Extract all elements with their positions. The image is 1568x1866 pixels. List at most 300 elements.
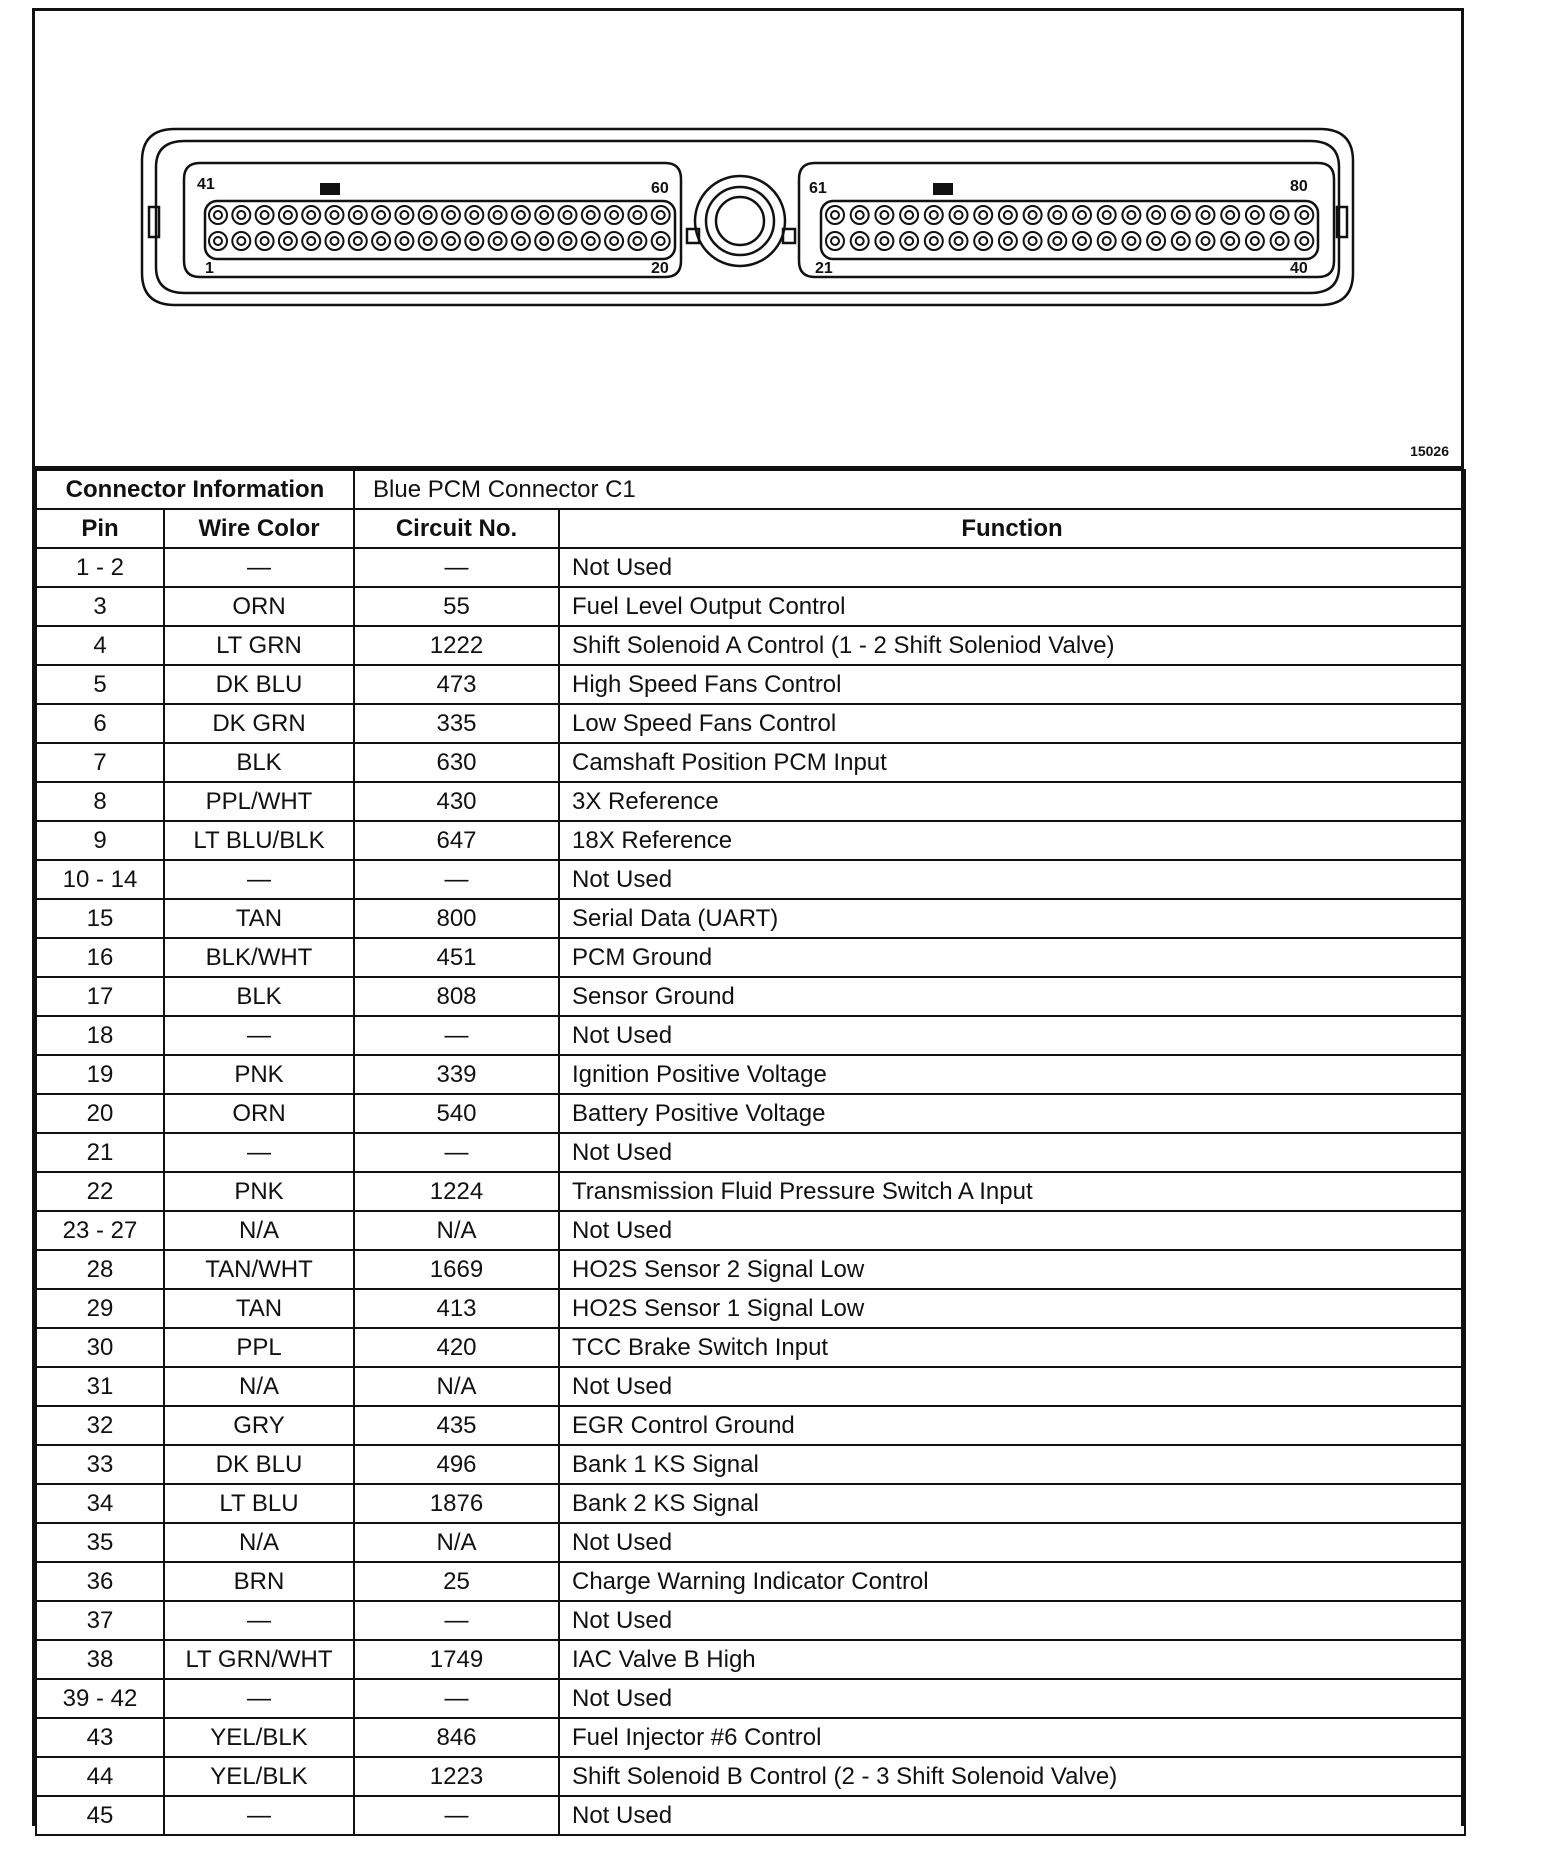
function-cell: IAC Valve B High — [559, 1640, 1465, 1679]
wire-color-cell: DK BLU — [164, 665, 354, 704]
table-row — [36, 1055, 1465, 1094]
wire-color-cell: — — [164, 1796, 354, 1835]
pin-contact — [856, 211, 864, 219]
circuit-cell: 473 — [354, 665, 559, 704]
pin-contact — [400, 237, 408, 245]
pin-cell: 19 — [36, 1055, 164, 1094]
pin-socket — [652, 206, 670, 224]
pin-socket — [1172, 206, 1190, 224]
wire-color-cell: BRN — [164, 1562, 354, 1601]
pin-cell: 17 — [36, 977, 164, 1016]
pin-socket — [925, 232, 943, 250]
pin-socket — [826, 232, 844, 250]
circuit-cell: 25 — [354, 1562, 559, 1601]
pin-socket — [605, 206, 623, 224]
function-cell: Bank 1 KS Signal — [559, 1445, 1465, 1484]
wire-color-cell: BLK/WHT — [164, 938, 354, 977]
pin-socket — [302, 206, 320, 224]
table-row — [36, 1016, 1465, 1055]
circuit-cell: 647 — [354, 821, 559, 860]
pin-contact — [1177, 211, 1185, 219]
function-cell: Low Speed Fans Control — [559, 704, 1465, 743]
pin-contact — [856, 237, 864, 245]
pin-socket — [1221, 206, 1239, 224]
pin-cell: 3 — [36, 587, 164, 626]
pin-socket — [326, 232, 344, 250]
left-polarity-tab — [320, 183, 340, 195]
pin-contact — [1103, 211, 1111, 219]
function-cell: Not Used — [559, 1679, 1465, 1718]
right-polarity-tab — [933, 183, 953, 195]
pin-socket — [900, 206, 918, 224]
pin-contact — [564, 237, 572, 245]
wire-color-cell: BLK — [164, 977, 354, 1016]
function-cell: Not Used — [559, 1133, 1465, 1172]
pin-contact — [1127, 211, 1135, 219]
pin-socket — [999, 232, 1017, 250]
pin-contact — [377, 237, 385, 245]
table-row — [36, 1172, 1465, 1211]
pin-cell: 20 — [36, 1094, 164, 1133]
circuit-cell: — — [354, 860, 559, 899]
pin-socket — [1073, 206, 1091, 224]
table-row — [36, 1796, 1465, 1835]
pin-socket — [1024, 206, 1042, 224]
pin-contact — [494, 211, 502, 219]
function-cell: Camshaft Position PCM Input — [559, 743, 1465, 782]
table-row — [36, 899, 1465, 938]
function-cell: Not Used — [559, 548, 1465, 587]
pin-socket — [395, 232, 413, 250]
wire-color-cell: — — [164, 1679, 354, 1718]
wire-color-cell: LT BLU — [164, 1484, 354, 1523]
pin-socket — [326, 206, 344, 224]
connector-figure — [35, 11, 1461, 469]
pin-socket — [372, 206, 390, 224]
table-row — [36, 1367, 1465, 1406]
pin-cell: 4 — [36, 626, 164, 665]
pin-socket — [875, 232, 893, 250]
pin-socket — [209, 232, 227, 250]
circuit-cell: 451 — [354, 938, 559, 977]
table-row — [36, 1679, 1465, 1718]
pin-cell: 9 — [36, 821, 164, 860]
pin-socket — [900, 232, 918, 250]
function-cell: Fuel Level Output Control — [559, 587, 1465, 626]
circuit-cell: — — [354, 1601, 559, 1640]
pin-contact — [905, 211, 913, 219]
pin-socket — [1246, 206, 1264, 224]
connector-info-value: Blue PCM Connector C1 — [354, 470, 1465, 509]
circuit-cell: 335 — [354, 704, 559, 743]
pin-cell: 44 — [36, 1757, 164, 1796]
pin-cell: 8 — [36, 782, 164, 821]
circuit-cell: 1876 — [354, 1484, 559, 1523]
pin-contact — [1152, 211, 1160, 219]
function-cell: Charge Warning Indicator Control — [559, 1562, 1465, 1601]
table-body — [36, 548, 1465, 1835]
pin-socket — [395, 206, 413, 224]
pin-contact — [1103, 237, 1111, 245]
pin-label-1: 1 — [205, 260, 214, 277]
right-pin-cavity — [821, 201, 1318, 259]
circuit-cell: — — [354, 1016, 559, 1055]
wire-color-cell: — — [164, 1601, 354, 1640]
pin-contact — [1177, 237, 1185, 245]
pin-contact — [447, 237, 455, 245]
circuit-cell: 540 — [354, 1094, 559, 1133]
pin-contact — [1276, 237, 1284, 245]
pin-contact — [447, 211, 455, 219]
circuit-cell: 1222 — [354, 626, 559, 665]
pin-socket — [535, 232, 553, 250]
table-row — [36, 1289, 1465, 1328]
function-cell: Ignition Positive Voltage — [559, 1055, 1465, 1094]
function-cell: Shift Solenoid A Control (1 - 2 Shift Soleniod Valve) — [559, 626, 1465, 665]
wire-color-cell: YEL/BLK — [164, 1757, 354, 1796]
pin-label-80: 80 — [1290, 178, 1308, 195]
pin-socket — [1147, 206, 1165, 224]
left-latch — [149, 207, 159, 237]
pin-socket — [974, 232, 992, 250]
column-header-function: Function — [559, 509, 1465, 548]
pin-socket — [559, 232, 577, 250]
pin-contact — [284, 237, 292, 245]
pin-cell: 29 — [36, 1289, 164, 1328]
pin-contact — [633, 237, 641, 245]
pin-contact — [331, 237, 339, 245]
wire-color-cell: N/A — [164, 1367, 354, 1406]
pin-contact — [610, 211, 618, 219]
pin-contact — [424, 211, 432, 219]
wire-color-cell: N/A — [164, 1211, 354, 1250]
pin-contact — [979, 211, 987, 219]
pin-contact — [633, 211, 641, 219]
wire-color-cell: TAN/WHT — [164, 1250, 354, 1289]
pin-contact — [880, 237, 888, 245]
table-row — [36, 977, 1465, 1016]
pin-cell: 37 — [36, 1601, 164, 1640]
pin-socket — [279, 206, 297, 224]
pin-socket — [419, 206, 437, 224]
pin-contact — [1127, 237, 1135, 245]
table-row — [36, 1406, 1465, 1445]
circuit-cell: 1223 — [354, 1757, 559, 1796]
pin-socket — [372, 232, 390, 250]
wire-color-cell: LT GRN/WHT — [164, 1640, 354, 1679]
pin-label-60: 60 — [651, 180, 669, 197]
pin-cell: 16 — [36, 938, 164, 977]
pin-cell: 33 — [36, 1445, 164, 1484]
table-row — [36, 1094, 1465, 1133]
wire-color-cell: TAN — [164, 899, 354, 938]
function-cell: Battery Positive Voltage — [559, 1094, 1465, 1133]
pin-contact — [1004, 211, 1012, 219]
pin-cell: 38 — [36, 1640, 164, 1679]
wire-color-cell: PNK — [164, 1172, 354, 1211]
function-cell: Not Used — [559, 1211, 1465, 1250]
pin-socket — [465, 206, 483, 224]
function-cell: Not Used — [559, 1367, 1465, 1406]
pin-contact — [470, 211, 478, 219]
pin-contact — [1251, 211, 1259, 219]
pin-socket — [419, 232, 437, 250]
pin-label-40: 40 — [1290, 260, 1308, 277]
table-row — [36, 821, 1465, 860]
function-cell: Bank 2 KS Signal — [559, 1484, 1465, 1523]
table-row — [36, 1601, 1465, 1640]
table-row — [36, 665, 1465, 704]
pin-contact — [1053, 211, 1061, 219]
pin-contact — [955, 211, 963, 219]
function-cell: Fuel Injector #6 Control — [559, 1718, 1465, 1757]
wire-color-cell: — — [164, 860, 354, 899]
pin-contact — [237, 211, 245, 219]
pin-socket — [1271, 206, 1289, 224]
table-row — [36, 1562, 1465, 1601]
column-header-wire-color: Wire Color — [164, 509, 354, 548]
table-row — [36, 782, 1465, 821]
pin-cell: 15 — [36, 899, 164, 938]
pin-cell: 5 — [36, 665, 164, 704]
circuit-cell: N/A — [354, 1211, 559, 1250]
pin-contact — [905, 237, 913, 245]
pin-socket — [209, 206, 227, 224]
pin-socket — [1295, 232, 1313, 250]
pin-contact — [1078, 211, 1086, 219]
connector-info-label: Connector Information — [36, 470, 354, 509]
center-bolt-ring-inner — [716, 197, 764, 245]
pin-cell: 43 — [36, 1718, 164, 1757]
circuit-cell: 846 — [354, 1718, 559, 1757]
pin-contact — [214, 211, 222, 219]
pin-contact — [1078, 237, 1086, 245]
center-bolt-outer — [695, 176, 785, 266]
pin-socket — [465, 232, 483, 250]
pin-contact — [517, 237, 525, 245]
pin-cell: 31 — [36, 1367, 164, 1406]
pin-contact — [307, 237, 315, 245]
pin-contact — [1226, 211, 1234, 219]
function-cell: Not Used — [559, 1523, 1465, 1562]
pin-socket — [1073, 232, 1091, 250]
pin-cell: 10 - 14 — [36, 860, 164, 899]
circuit-cell: 413 — [354, 1289, 559, 1328]
circuit-cell: 435 — [354, 1406, 559, 1445]
pin-socket — [256, 206, 274, 224]
pin-contact — [424, 237, 432, 245]
pin-socket — [232, 206, 250, 224]
wire-color-cell: N/A — [164, 1523, 354, 1562]
pin-socket — [349, 206, 367, 224]
pin-cell: 7 — [36, 743, 164, 782]
wire-color-cell: — — [164, 548, 354, 587]
pin-contact — [354, 237, 362, 245]
pin-contact — [1029, 237, 1037, 245]
circuit-cell: 1749 — [354, 1640, 559, 1679]
circuit-cell: 1669 — [354, 1250, 559, 1289]
connector-info-row — [36, 470, 1465, 509]
pin-socket — [1147, 232, 1165, 250]
table-header-row — [36, 509, 1465, 548]
circuit-cell: — — [354, 1679, 559, 1718]
pin-cell: 45 — [36, 1796, 164, 1835]
connector-diagram — [35, 11, 1461, 466]
pin-contact — [1029, 211, 1037, 219]
wire-color-cell: — — [164, 1016, 354, 1055]
pin-socket — [925, 206, 943, 224]
pin-contact — [610, 237, 618, 245]
document-sheet — [32, 8, 1464, 1829]
function-cell: High Speed Fans Control — [559, 665, 1465, 704]
pin-contact — [587, 237, 595, 245]
pin-socket — [1295, 206, 1313, 224]
pin-socket — [232, 232, 250, 250]
function-cell: Not Used — [559, 1016, 1465, 1055]
pin-contact — [657, 237, 665, 245]
pin-contact — [400, 211, 408, 219]
pin-contact — [1202, 211, 1210, 219]
function-cell: Sensor Ground — [559, 977, 1465, 1016]
pin-cell: 30 — [36, 1328, 164, 1367]
wire-color-cell: ORN — [164, 1094, 354, 1133]
pin-cell: 22 — [36, 1172, 164, 1211]
pin-contact — [214, 237, 222, 245]
pin-contact — [1226, 237, 1234, 245]
circuit-cell: 800 — [354, 899, 559, 938]
pin-cell: 34 — [36, 1484, 164, 1523]
pin-socket — [535, 206, 553, 224]
wire-color-cell: DK GRN — [164, 704, 354, 743]
pin-contact — [564, 211, 572, 219]
pin-cell: 1 - 2 — [36, 548, 164, 587]
pin-contact — [955, 237, 963, 245]
wire-color-cell: YEL/BLK — [164, 1718, 354, 1757]
pin-socket — [1024, 232, 1042, 250]
pin-socket — [512, 206, 530, 224]
pin-cell: 35 — [36, 1523, 164, 1562]
pin-contact — [331, 211, 339, 219]
table-row — [36, 1445, 1465, 1484]
pin-contact — [1276, 211, 1284, 219]
pin-socket — [349, 232, 367, 250]
wire-color-cell: BLK — [164, 743, 354, 782]
pin-label-41: 41 — [197, 176, 215, 193]
pin-socket — [1221, 232, 1239, 250]
pin-socket — [999, 206, 1017, 224]
pin-contact — [657, 211, 665, 219]
function-cell: EGR Control Ground — [559, 1406, 1465, 1445]
pin-socket — [512, 232, 530, 250]
pin-contact — [517, 211, 525, 219]
table-row — [36, 548, 1465, 587]
pin-socket — [875, 206, 893, 224]
pin-contact — [1251, 237, 1259, 245]
pin-contact — [354, 211, 362, 219]
pin-socket — [652, 232, 670, 250]
pin-socket — [950, 232, 968, 250]
pin-socket — [974, 206, 992, 224]
wire-color-cell: PNK — [164, 1055, 354, 1094]
pin-socket — [851, 206, 869, 224]
circuit-cell: 1224 — [354, 1172, 559, 1211]
pin-contact — [880, 211, 888, 219]
pin-socket — [605, 232, 623, 250]
pinout-table — [35, 469, 1466, 1836]
function-cell: TCC Brake Switch Input — [559, 1328, 1465, 1367]
pin-contact — [1202, 237, 1210, 245]
table-row — [36, 1328, 1465, 1367]
circuit-cell: 808 — [354, 977, 559, 1016]
pin-contact — [1004, 237, 1012, 245]
pin-contact — [1300, 237, 1308, 245]
table-row — [36, 704, 1465, 743]
left-pin-cavity — [205, 201, 675, 259]
function-cell: 3X Reference — [559, 782, 1465, 821]
pin-contact — [540, 211, 548, 219]
circuit-cell: 55 — [354, 587, 559, 626]
pin-socket — [1098, 232, 1116, 250]
table-row — [36, 743, 1465, 782]
pin-contact — [470, 237, 478, 245]
wire-color-cell: ORN — [164, 587, 354, 626]
pin-socket — [1098, 206, 1116, 224]
function-cell: HO2S Sensor 2 Signal Low — [559, 1250, 1465, 1289]
pin-socket — [582, 232, 600, 250]
pin-socket — [851, 232, 869, 250]
pin-socket — [279, 232, 297, 250]
pin-socket — [489, 206, 507, 224]
pin-label-21: 21 — [815, 260, 833, 277]
function-cell: HO2S Sensor 1 Signal Low — [559, 1289, 1465, 1328]
circuit-cell: 339 — [354, 1055, 559, 1094]
pin-socket — [628, 232, 646, 250]
pin-socket — [489, 232, 507, 250]
pin-contact — [261, 237, 269, 245]
pin-socket — [442, 232, 460, 250]
pin-contact — [261, 211, 269, 219]
circuit-cell: — — [354, 1133, 559, 1172]
circuit-cell: 430 — [354, 782, 559, 821]
table-row — [36, 1484, 1465, 1523]
pin-cell: 39 - 42 — [36, 1679, 164, 1718]
pin-socket — [1122, 206, 1140, 224]
circuit-cell: N/A — [354, 1523, 559, 1562]
pin-contact — [1152, 237, 1160, 245]
pin-contact — [307, 211, 315, 219]
wire-color-cell: GRY — [164, 1406, 354, 1445]
wire-color-cell: TAN — [164, 1289, 354, 1328]
function-cell: Transmission Fluid Pressure Switch A Input — [559, 1172, 1465, 1211]
pin-cell: 18 — [36, 1016, 164, 1055]
pin-contact — [494, 237, 502, 245]
pin-label-61: 61 — [809, 180, 827, 197]
table-row — [36, 1523, 1465, 1562]
pin-socket — [950, 206, 968, 224]
table-row — [36, 1757, 1465, 1796]
function-cell: Shift Solenoid B Control (2 - 3 Shift Solenoid Valve) — [559, 1757, 1465, 1796]
table-row — [36, 1211, 1465, 1250]
table-row — [36, 860, 1465, 899]
pin-contact — [1300, 211, 1308, 219]
function-cell: 18X Reference — [559, 821, 1465, 860]
pin-cell: 32 — [36, 1406, 164, 1445]
pin-socket — [1246, 232, 1264, 250]
function-cell: PCM Ground — [559, 938, 1465, 977]
pin-socket — [256, 232, 274, 250]
pin-contact — [587, 211, 595, 219]
pin-socket — [582, 206, 600, 224]
